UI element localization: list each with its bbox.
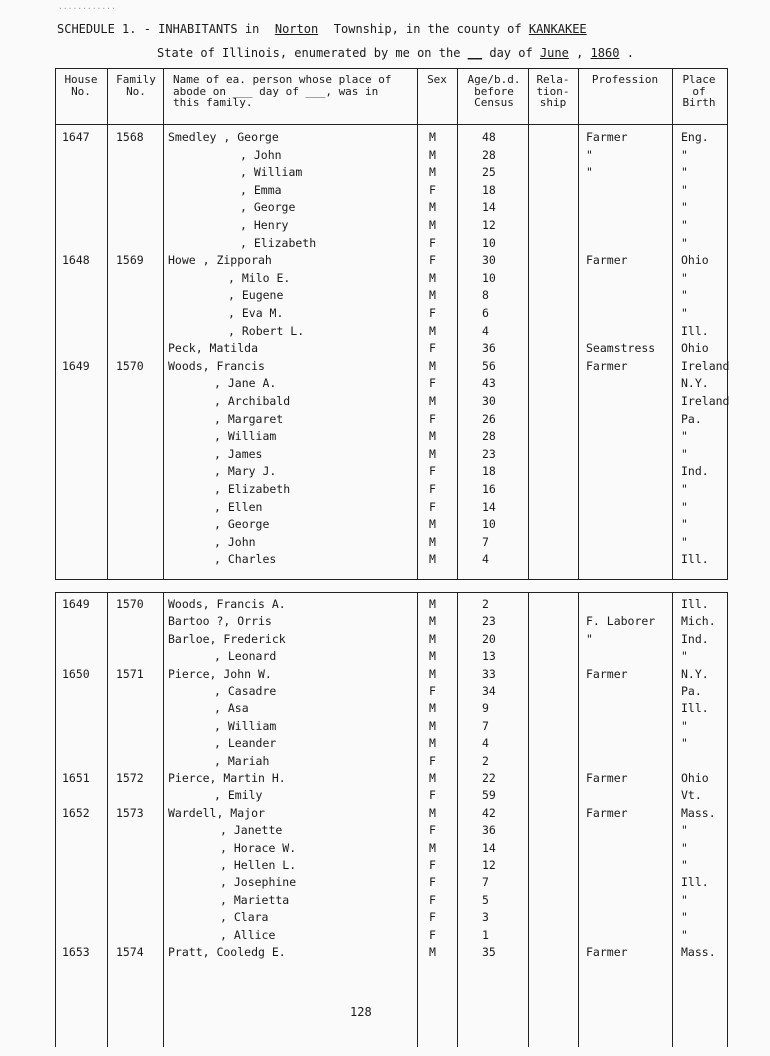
column-rule-upper-4: [457, 68, 458, 580]
birthplace: ": [681, 306, 688, 320]
birthplace: ": [681, 718, 688, 733]
age: 3: [482, 910, 489, 925]
header-family: Family No.: [116, 73, 156, 98]
sex: M: [429, 130, 436, 144]
birthplace: Ind.: [681, 631, 709, 646]
person-name: , Henry: [240, 218, 289, 232]
birthplace: ": [681, 165, 688, 180]
sex: M: [429, 631, 436, 646]
family-no: 1568: [116, 130, 144, 144]
sex: F: [429, 376, 436, 391]
township-value: Norton: [274, 22, 319, 36]
profession: ": [586, 631, 593, 646]
sex: F: [429, 927, 436, 942]
age: 14: [482, 200, 496, 215]
age: 5: [482, 892, 489, 907]
age: 4: [482, 552, 489, 567]
birthplace: Mass.: [681, 945, 716, 959]
house-no: 1652: [62, 805, 90, 820]
age: 34: [482, 684, 496, 698]
section-start-rule: [55, 592, 727, 593]
birthplace: ": [681, 200, 688, 215]
profession: Farmer: [586, 130, 628, 144]
age: 4: [482, 323, 489, 338]
age: 16: [482, 482, 496, 496]
family-no: 1570: [116, 358, 144, 373]
age: 18: [482, 182, 496, 197]
age: 48: [482, 130, 496, 144]
person-name: , Janette: [220, 823, 283, 838]
sex: F: [429, 858, 436, 872]
age: 25: [482, 165, 496, 180]
person-name: , Clara: [220, 910, 269, 925]
column-rule-lower-8: [727, 592, 728, 1047]
birthplace: Ill.: [681, 552, 709, 567]
sex: M: [429, 771, 436, 785]
birthplace: Mass.: [681, 805, 716, 820]
header-bottom-rule: [55, 124, 727, 125]
person-name: , Emily: [214, 788, 263, 803]
birthplace: Ohio: [681, 341, 709, 356]
age: 2: [482, 597, 489, 611]
person-name: , Horace W.: [220, 840, 297, 855]
age: 36: [482, 341, 496, 356]
person-name: , Leonard: [214, 649, 277, 664]
profession: F. Laborer: [586, 614, 656, 629]
profession: ": [586, 147, 593, 162]
age: 10: [482, 235, 496, 250]
sex: M: [429, 805, 436, 820]
profession: Farmer: [586, 666, 628, 681]
sex: F: [429, 235, 436, 250]
sex: F: [429, 253, 436, 268]
birthplace: ": [681, 482, 688, 496]
sex: M: [429, 218, 436, 232]
birthplace: ": [681, 840, 688, 855]
sex: F: [429, 910, 436, 925]
sex: F: [429, 341, 436, 356]
house-no: 1648: [62, 253, 90, 268]
person-name: , William: [214, 429, 277, 444]
age: 10: [482, 270, 496, 285]
column-rule-lower-0: [55, 592, 56, 1047]
column-rule-upper-0: [55, 68, 56, 580]
column-rule-lower-2: [163, 592, 164, 1047]
age: 59: [482, 788, 496, 803]
profession: Farmer: [586, 945, 628, 959]
birthplace: ": [681, 270, 688, 285]
person-name: , Mary J.: [214, 464, 277, 479]
column-rule-lower-4: [457, 592, 458, 1047]
column-rule-upper-3: [417, 68, 418, 580]
birthplace: Pa.: [681, 684, 702, 698]
sex: F: [429, 182, 436, 197]
person-name: , Eugene: [228, 288, 284, 303]
sex: M: [429, 429, 436, 444]
person-name: , Hellen L.: [220, 858, 297, 872]
profession: ": [586, 165, 593, 180]
column-rule-lower-6: [578, 592, 579, 1047]
sex: M: [429, 649, 436, 664]
house-no: 1649: [62, 358, 90, 373]
sex: F: [429, 464, 436, 479]
sex: M: [429, 517, 436, 532]
birthplace: ": [681, 235, 688, 250]
birthplace: N.Y.: [681, 666, 709, 681]
age: 12: [482, 858, 496, 872]
sex: M: [429, 358, 436, 373]
sex: M: [429, 701, 436, 716]
family-no: 1571: [116, 666, 144, 681]
person-name: , Charles: [214, 552, 277, 567]
age: 14: [482, 499, 496, 514]
person-name: , William: [214, 718, 277, 733]
column-rule-lower-1: [107, 592, 108, 1047]
family-no: 1572: [116, 771, 144, 785]
person-name: , Jane A.: [214, 376, 277, 391]
sex: F: [429, 482, 436, 496]
birthplace: ": [681, 910, 688, 925]
sex: M: [429, 288, 436, 303]
age: 7: [482, 875, 489, 890]
person-name: , Josephine: [220, 875, 297, 890]
age: 13: [482, 649, 496, 664]
birthplace: ": [681, 823, 688, 838]
age: 10: [482, 517, 496, 532]
column-rule-upper-5: [528, 68, 529, 580]
person-name: , James: [214, 446, 263, 461]
sex: F: [429, 684, 436, 698]
sex: M: [429, 323, 436, 338]
profession: Farmer: [586, 771, 628, 785]
title-line-2: State of Illinois, enumerated by me on the __ day of June , 1860 .: [157, 46, 634, 60]
age: 30: [482, 253, 496, 268]
family-no: 1573: [116, 805, 144, 820]
person-name: Barloe, Frederick: [168, 631, 286, 646]
age: 14: [482, 840, 496, 855]
person-name: , John: [214, 534, 256, 549]
person-name: , George: [214, 517, 270, 532]
birthplace: N.Y.: [681, 376, 709, 391]
person-name: , Allice: [220, 927, 276, 942]
section-end-rule: [55, 579, 727, 580]
day-of-label: day of: [489, 46, 533, 60]
birthplace: Mich.: [681, 614, 716, 629]
column-rule-lower-7: [672, 592, 673, 1047]
age: 2: [482, 753, 489, 768]
person-name: , Milo E.: [228, 270, 291, 285]
profession: Seamstress: [586, 341, 656, 356]
birthplace: ": [681, 499, 688, 514]
person-name: , Robert L.: [228, 323, 305, 338]
age: 7: [482, 718, 489, 733]
birthplace: ": [681, 218, 688, 232]
house-no: 1649: [62, 597, 90, 611]
header-age: Age/b.d. before Census: [467, 73, 521, 109]
person-name: , Archibald: [214, 394, 291, 408]
birthplace: Ohio: [681, 253, 709, 268]
birthplace: ": [681, 288, 688, 303]
age: 8: [482, 288, 489, 303]
top-fragment: ............: [58, 2, 116, 11]
column-rule-upper-2: [163, 68, 164, 580]
day-blank: __: [467, 46, 483, 60]
birthplace: Eng.: [681, 130, 709, 144]
age: 42: [482, 805, 496, 820]
age: 43: [482, 376, 496, 391]
profession: Farmer: [586, 805, 628, 820]
header-relationship: Rela- tion- ship: [536, 73, 570, 109]
birthplace: Ireland: [681, 394, 730, 408]
age: 23: [482, 614, 496, 629]
sex: F: [429, 306, 436, 320]
age: 18: [482, 464, 496, 479]
age: 33: [482, 666, 496, 681]
sex: F: [429, 753, 436, 768]
age: 4: [482, 736, 489, 751]
age: 22: [482, 771, 496, 785]
birthplace: Ill.: [681, 875, 709, 890]
house-no: 1651: [62, 771, 90, 785]
column-rule-upper-7: [672, 68, 673, 580]
sex: M: [429, 446, 436, 461]
sex: M: [429, 614, 436, 629]
state-prefix: State of Illinois, enumerated by me on the: [157, 46, 461, 60]
family-no: 1569: [116, 253, 144, 268]
header-name: Name of ea. person whose place of abode on ___ day of ___, was in this family.: [173, 73, 392, 109]
sex: M: [429, 840, 436, 855]
person-name: Bartoo ?, Orris: [168, 614, 272, 629]
person-name: , Eva M.: [228, 306, 284, 320]
person-name: , William: [240, 165, 303, 180]
birthplace: Ill.: [681, 323, 709, 338]
house-no: 1647: [62, 130, 90, 144]
person-name: Pierce, John W.: [168, 666, 272, 681]
person-name: , Margaret: [214, 411, 284, 426]
birthplace: Ohio: [681, 771, 709, 785]
year-value: 1860: [590, 46, 620, 60]
sex: F: [429, 411, 436, 426]
month-value: June: [539, 46, 569, 60]
header-birthplace: Place of Birth: [682, 73, 716, 109]
sex: M: [429, 394, 436, 408]
person-name: , Asa: [214, 701, 249, 716]
sex: M: [429, 165, 436, 180]
header-sex: Sex: [427, 73, 447, 86]
age: 26: [482, 411, 496, 426]
age: 56: [482, 358, 496, 373]
age: 6: [482, 306, 489, 320]
header-profession: Profession: [591, 73, 659, 86]
age: 36: [482, 823, 496, 838]
person-name: , Mariah: [214, 753, 270, 768]
county-value: KANKAKEE: [528, 22, 587, 36]
title-prefix: SCHEDULE 1. - INHABITANTS in: [57, 22, 260, 36]
person-name: , Emma: [240, 182, 282, 197]
birthplace: ": [681, 147, 688, 162]
age: 20: [482, 631, 496, 646]
person-name: Pratt, Cooledg E.: [168, 945, 286, 959]
birthplace: ": [681, 534, 688, 549]
sex: F: [429, 823, 436, 838]
sex: M: [429, 945, 436, 959]
birthplace: ": [681, 649, 688, 664]
column-rule-upper-1: [107, 68, 108, 580]
person-name: Woods, Francis A.: [168, 597, 286, 611]
person-name: Woods, Francis: [168, 358, 265, 373]
family-no: 1574: [116, 945, 144, 959]
birthplace: ": [681, 736, 688, 751]
column-rule-upper-8: [727, 68, 728, 580]
person-name: Howe , Zipporah: [168, 253, 272, 268]
sex: F: [429, 499, 436, 514]
birthplace: Ill.: [681, 701, 709, 716]
sex: F: [429, 788, 436, 803]
birthplace: Ind.: [681, 464, 709, 479]
sex: M: [429, 200, 436, 215]
sex: M: [429, 147, 436, 162]
person-name: Wardell, Major: [168, 805, 265, 820]
sex: M: [429, 597, 436, 611]
person-name: , Casadre: [214, 684, 277, 698]
age: 28: [482, 147, 496, 162]
column-rule-upper-6: [578, 68, 579, 580]
sex: M: [429, 736, 436, 751]
house-no: 1653: [62, 945, 90, 959]
house-no: 1650: [62, 666, 90, 681]
birthplace: Vt.: [681, 788, 702, 803]
sex: F: [429, 892, 436, 907]
person-name: , Elizabeth: [214, 482, 291, 496]
birthplace: ": [681, 858, 688, 872]
title-line-1: [57, 22, 587, 36]
column-rule-lower-5: [528, 592, 529, 1047]
column-rule-lower-3: [417, 592, 418, 1047]
birthplace: ": [681, 517, 688, 532]
birthplace: Ireland: [681, 358, 730, 373]
birthplace: Pa.: [681, 411, 702, 426]
family-no: 1570: [116, 597, 144, 611]
age: 30: [482, 394, 496, 408]
sex: M: [429, 666, 436, 681]
age: 28: [482, 429, 496, 444]
age: 12: [482, 218, 496, 232]
person-name: Smedley , George: [168, 130, 279, 144]
birthplace: ": [681, 429, 688, 444]
age: 23: [482, 446, 496, 461]
birthplace: ": [681, 182, 688, 197]
age: 1: [482, 927, 489, 942]
birthplace: Ill.: [681, 597, 709, 611]
person-name: , Elizabeth: [240, 235, 317, 250]
sex: M: [429, 270, 436, 285]
sex: M: [429, 552, 436, 567]
person-name: , Marietta: [220, 892, 290, 907]
title-mid: Township, in the county of: [333, 22, 522, 36]
birthplace: ": [681, 892, 688, 907]
person-name: Pierce, Martin H.: [168, 771, 286, 785]
person-name: , George: [240, 200, 296, 215]
age: 35: [482, 945, 496, 959]
birthplace: ": [681, 446, 688, 461]
age: 9: [482, 701, 489, 716]
sex: M: [429, 718, 436, 733]
header-house: House No.: [64, 73, 98, 98]
profession: Farmer: [586, 358, 628, 373]
profession: Farmer: [586, 253, 628, 268]
person-name: , Leander: [214, 736, 277, 751]
table-top-rule: [55, 68, 727, 69]
age: 7: [482, 534, 489, 549]
sex: M: [429, 534, 436, 549]
page-number: 128: [350, 1005, 372, 1019]
person-name: , John: [240, 147, 282, 162]
sex: F: [429, 875, 436, 890]
person-name: Peck, Matilda: [168, 341, 259, 356]
person-name: , Ellen: [214, 499, 263, 514]
birthplace: ": [681, 927, 688, 942]
end-dot: .: [626, 46, 634, 60]
